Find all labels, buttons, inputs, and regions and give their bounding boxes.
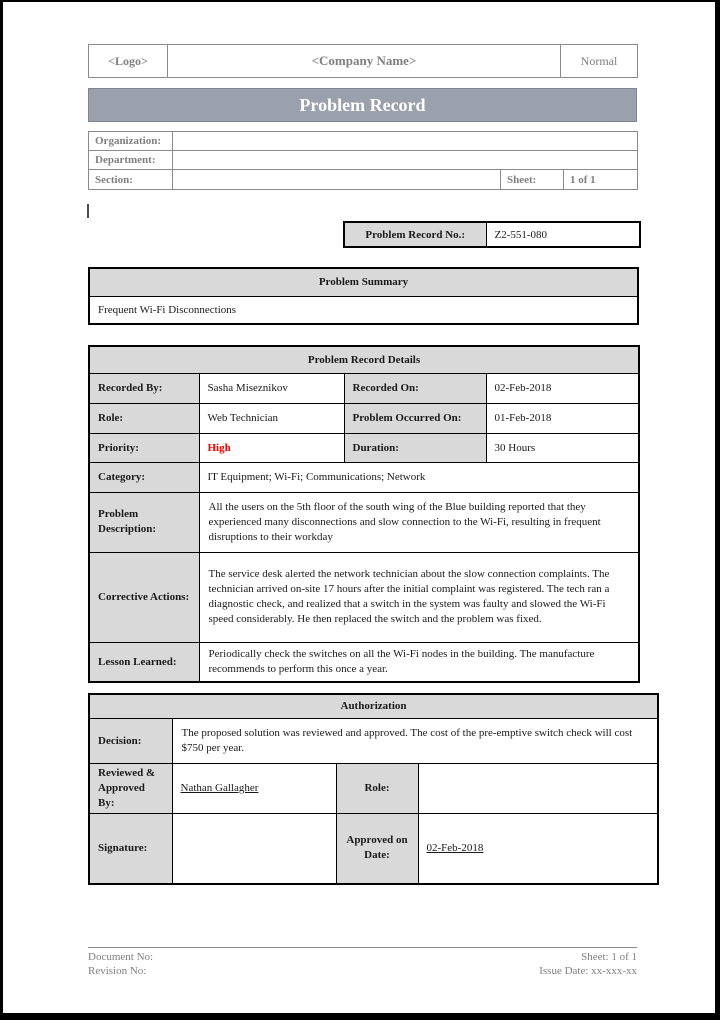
revision-no-label: Revision No: <box>88 965 147 977</box>
auth-role-value[interactable] <box>418 763 658 813</box>
problem-summary-value[interactable]: Frequent Wi-Fi Disconnections <box>89 296 638 324</box>
decision-label: Decision: <box>89 718 172 763</box>
section-label: Section: <box>89 170 173 190</box>
authorization-header: Authorization <box>89 694 658 718</box>
problem-summary-table <box>88 267 639 325</box>
organization-value-field[interactable] <box>173 132 638 151</box>
department-label: Department: <box>89 151 173 170</box>
recorded-on-value[interactable]: 02-Feb-2018 <box>486 373 639 403</box>
lesson-learned-value[interactable]: Periodically check the switches on all the Wi-Fi nodes in the building. The manufacture recommends to perform this once a year. <box>199 642 639 682</box>
priority-value[interactable]: High <box>199 433 344 462</box>
recorded-on-label: Recorded On: <box>344 373 486 403</box>
sheet-value: 1 of 1 <box>564 170 638 190</box>
occurred-on-label: Problem Occurred On: <box>344 403 486 433</box>
corrective-actions-value[interactable]: The service desk alerted the network technician about the slow connection complaints. The technician arrived on-site 17 hours after the initial complaint was registered. The tech ran a diagnostic check, and realized that a switch in the system was faulty and slowed the Wi-Fi speed considerably. He then replaced the switch and the problem was fixed. <box>199 552 639 642</box>
department-value-field[interactable] <box>173 151 638 170</box>
auth-role-label: Role: <box>336 763 418 813</box>
document-title-text: Problem Record <box>299 94 426 115</box>
org-info-table <box>88 131 638 190</box>
footer-issue-date: Issue Date: xx-xxx-xx <box>539 965 637 977</box>
signature-label: Signature: <box>89 813 172 884</box>
reviewed-by-label: Reviewed & Approved By: <box>89 763 172 813</box>
problem-description-label: Problem Description: <box>89 492 199 552</box>
footer-right <box>337 950 637 978</box>
company-header-table <box>88 44 638 78</box>
decision-value[interactable]: The proposed solution was reviewed and approved. The cost of the pre-emptive switch check will cost $750 per year. <box>172 718 658 763</box>
problem-description-value[interactable]: All the users on the 5th floor of the south wing of the Blue building reported that they experienced many disconnections and slow connection to the Wi-Fi, resulting in frequent disruptions to their workday <box>199 492 639 552</box>
category-label: Category: <box>89 462 199 492</box>
priority-label: Priority: <box>89 433 199 462</box>
authorization-table <box>88 693 659 885</box>
lesson-learned-label: Lesson Learned: <box>89 642 199 682</box>
recorded-by-label: Recorded By: <box>89 373 199 403</box>
role-label: Role: <box>89 403 199 433</box>
document-title <box>88 88 637 122</box>
company-name-placeholder[interactable]: <Company Name> <box>168 45 561 78</box>
logo-placeholder[interactable]: <Logo> <box>89 45 168 78</box>
problem-details-table <box>88 345 640 683</box>
problem-details-header: Problem Record Details <box>89 346 639 373</box>
recorded-by-value[interactable]: Sasha Miseznikov <box>199 373 344 403</box>
category-value[interactable]: IT Equipment; Wi-Fi; Communications; Network <box>199 462 639 492</box>
role-value[interactable]: Web Technician <box>199 403 344 433</box>
doc-style-label: Normal <box>561 45 638 78</box>
text-cursor <box>87 204 89 218</box>
approved-on-value[interactable]: 02-Feb-2018 <box>418 813 658 884</box>
approved-on-label: Approved on Date: <box>336 813 418 884</box>
organization-label: Organization: <box>89 132 173 151</box>
section-value-field[interactable] <box>173 170 501 190</box>
footer-divider <box>88 947 637 948</box>
record-number-label: Problem Record No.: <box>344 222 486 247</box>
signature-field[interactable] <box>172 813 336 884</box>
corrective-actions-label: Corrective Actions: <box>89 552 199 642</box>
footer-left <box>88 950 153 978</box>
reviewed-by-value[interactable]: Nathan Gallagher <box>172 763 336 813</box>
duration-label: Duration: <box>344 433 486 462</box>
sheet-label: Sheet: <box>501 170 564 190</box>
footer-sheet: Sheet: 1 of 1 <box>581 951 637 963</box>
occurred-on-value[interactable]: 01-Feb-2018 <box>486 403 639 433</box>
duration-value[interactable]: 30 Hours <box>486 433 639 462</box>
record-number-value[interactable]: Z2-551-080 <box>486 222 640 247</box>
document-no-label: Document No: <box>88 951 154 963</box>
record-number-table <box>343 221 641 248</box>
problem-summary-header: Problem Summary <box>89 268 638 296</box>
